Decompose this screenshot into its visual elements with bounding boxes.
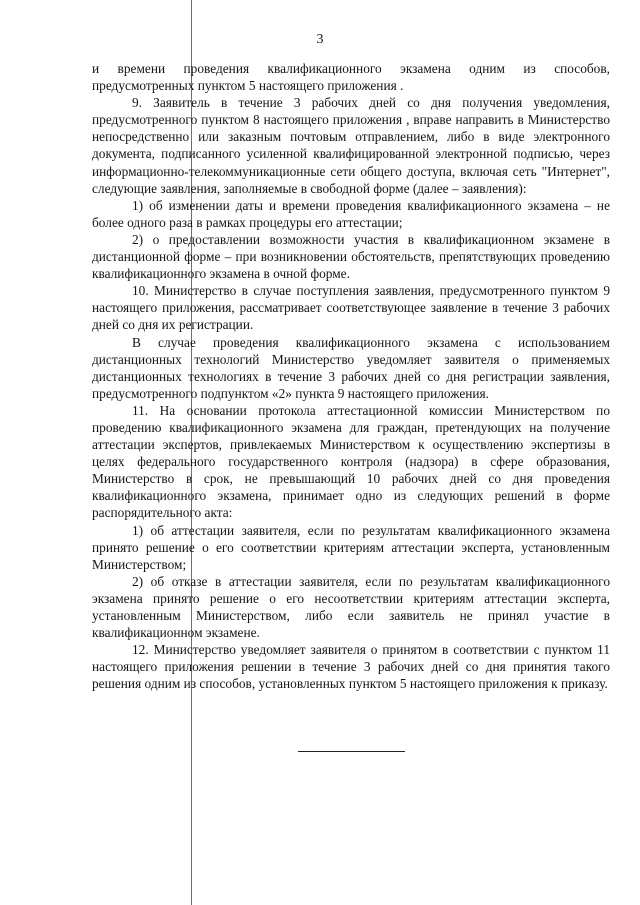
paragraph-item-10: 10. Министерство в случае поступления заявления, предусмотренного пунктом 9 настоящего приложения, рассматривает соответствующее заявление в течение 3 рабочих дней со дня их регистрации. [92, 283, 610, 333]
paragraph-item-11: 11. На основании протокола аттестационной комиссии Министерством по проведению квалификационного экзамена для граждан, претендующих на получение аттестации экспертов, привлекаемых Министерством к осуществлению экспертизы в целях федерального государственного контроля (надзора) в сфере образования, Министерство в срок, не превышающий 10 рабочих дней со дня проведения квалификационного экзамена, принимает одно из следующих решений в форме распорядительного акта: [92, 402, 610, 521]
paragraph-remote-technologies: В случае проведения квалификационного экзамена с использованием дистанционных технологий Министерство уведомляет заявителя о применяемых дистанционных технологиях в течение 3 рабочих дней со дня регистрации заявления, предусмотренного подпунктом «2» пункта 9 настоящего приложения. [92, 334, 610, 401]
closing-rule [298, 751, 405, 752]
paragraph-continuation: и времени проведения квалификационного экзамена одним из способов, предусмотренных пунктом 5 настоящего приложения . [92, 61, 610, 94]
paragraph-subitem-11-2: 2) об отказе в аттестации заявителя, если по результатам квалификационного экзамена принято решение о его несоответствии критериям аттестации эксперта, установленным Министерством, либо если заявитель не принял участие в квалификационном экзамене. [92, 573, 610, 641]
page-number: 3 [316, 32, 324, 47]
document-body [92, 60, 610, 692]
paragraph-item-12: 12. Министерство уведомляет заявителя о принятом в соответствии с пунктом 11 настоящего приложения решении в течение 3 рабочих дней со дня принятия такого решения одним из способов, установленных пунктом 5 настоящего приложения к приказу. [92, 642, 610, 692]
paragraph-subitem-9-2: 2) о предоставлении возможности участия в квалификационном экзамене в дистанционной форме – при возникновении обстоятельств, препятствующих проведению квалификационного экзамена в очной форме. [92, 231, 610, 282]
paragraph-subitem-9-1: 1) об изменении даты и времени проведения квалификационного экзамена – не более одного раза в рамках процедуры его аттестации; [92, 197, 610, 230]
paragraph-subitem-11-1: 1) об аттестации заявителя, если по результатам квалификационного экзамена принято решение о его соответствии критериям аттестации эксперта, установленным Министерством; [92, 522, 610, 572]
paragraph-item-9: 9. Заявитель в течение 3 рабочих дней со дня получения уведомления, предусмотренного пунктом 8 настоящего приложения , вправе направить в Министерство непосредственно или заказным почтовым отправлением, либо в виде электронного документа, подписанного усиленной квалифицированной электронной подписью, через информационно-телекоммуникационные сети общего доступа, включая сеть "Интернет", следующие заявления, заполняемые в свободной форме (далее – заявления): [92, 95, 610, 196]
